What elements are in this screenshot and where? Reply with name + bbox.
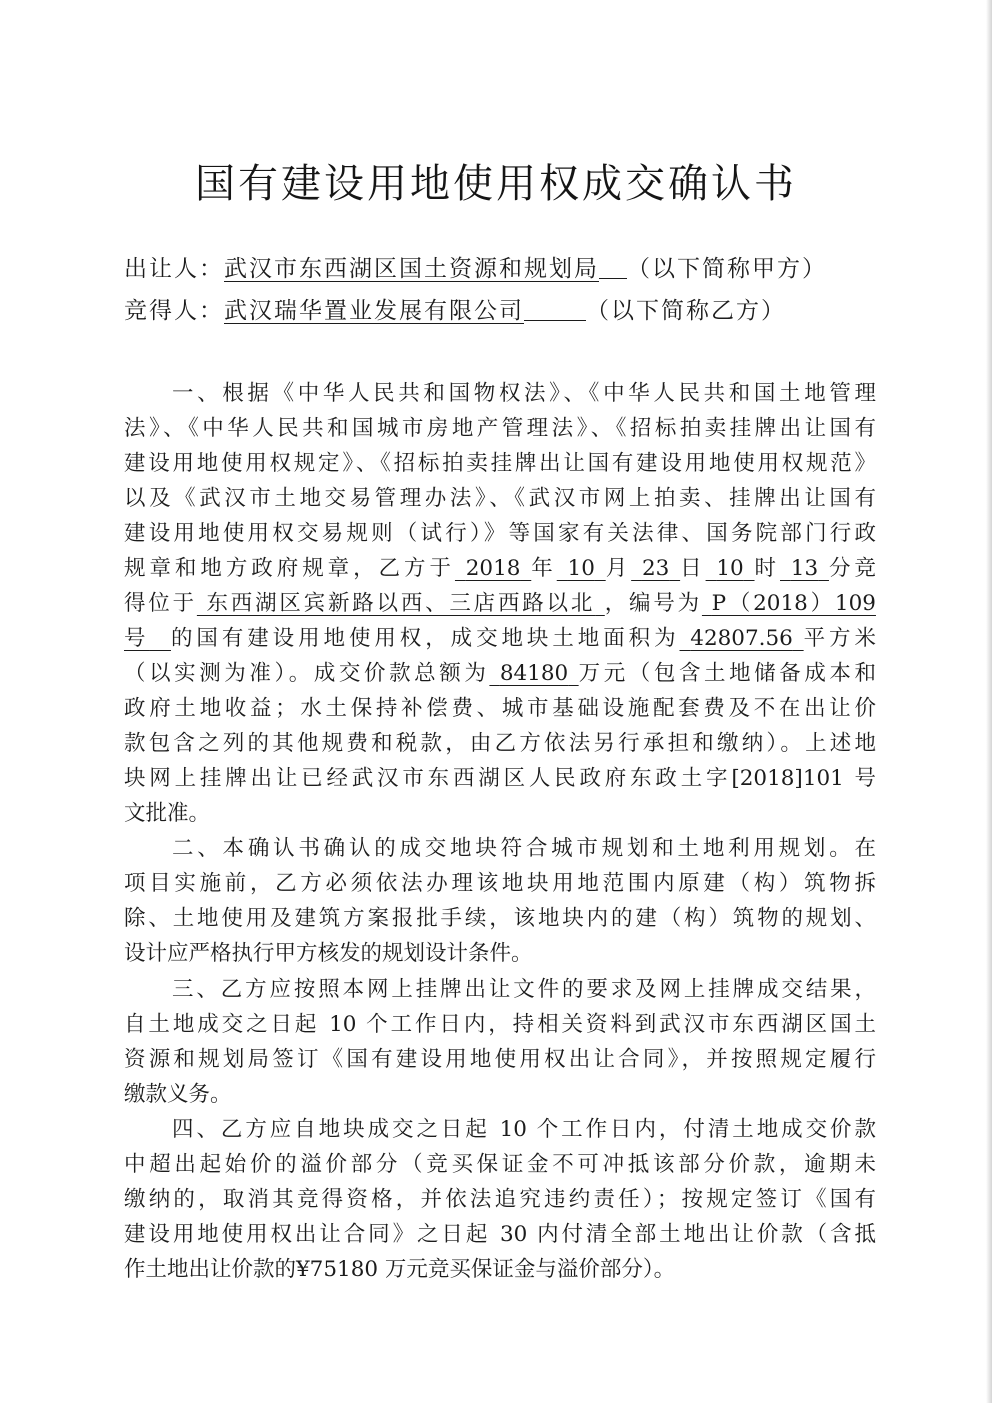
parcel-number-suffix: 号 xyxy=(124,626,150,651)
seller-label: 出让人： xyxy=(124,256,224,282)
text-line: 号 的国有建设用地使用权，成交地块土地面积为 42807.56 平方米 xyxy=(124,626,876,651)
text-line: 作土地出让价款的¥75180 万元竞买保证金与溢价部分）。 xyxy=(124,1257,676,1282)
buyer-label: 竞得人： xyxy=(124,298,224,324)
hour-value: 10 xyxy=(716,556,744,581)
text-line: 除、土地使用及建筑方案报批手续，该地块内的建（构）筑物的规划、 xyxy=(124,906,876,931)
parcel-number-value: P（2018）109 xyxy=(711,591,876,616)
text-line: 建设用地使用权交易规则（试行）》等国家有关法律、国务院部门行政 xyxy=(124,521,876,546)
text-line: 一、根据《中华人民共和国物权法》、《中华人民共和国土地管理 xyxy=(172,381,876,406)
buyer-name: 武汉瑞华置业发展有限公司 xyxy=(224,298,524,324)
minute-value: 13 xyxy=(790,556,819,581)
day-value: 23 xyxy=(641,556,670,581)
page-edge-shadow xyxy=(986,0,992,1403)
year-value: 2018 xyxy=(465,556,521,581)
text-line: 得位于 东西湖区宾新路以西、三店西路以北 ，编号为 P（2018）109 xyxy=(124,591,876,616)
seller-suffix: （以下简称甲方） xyxy=(627,256,827,282)
text-line: 二、本确认书确认的成交地块符合城市规划和土地利用规划。在 xyxy=(172,836,876,861)
month-value: 10 xyxy=(567,556,595,581)
seller-name: 武汉市东西湖区国土资源和规划局 xyxy=(224,256,599,282)
text-line: 设计应严格执行甲方核发的规划设计条件。 xyxy=(124,941,533,966)
text-line: 中超出起始价的溢价部分（竞买保证金不可冲抵该部分价款，逾期未 xyxy=(124,1152,876,1177)
text-line: 建设用地使用权出让合同》之日起 30 内付清全部土地出让价款（含抵 xyxy=(124,1222,876,1247)
text-line: 以及《武汉市土地交易管理办法》、《武汉市网上拍卖、挂牌出让国有 xyxy=(124,486,876,511)
location-value: 东西湖区宾新路以西、三店西路以北 xyxy=(206,591,596,616)
text-line: 法》、《中华人民共和国城市房地产管理法》、《招标拍卖挂牌出让国有 xyxy=(124,416,876,441)
area-value: 42807.56 xyxy=(690,626,793,651)
text-line: 规章和地方政府规章，乙方于 2018 年 10 月 23 日 10 时 13 分竞 xyxy=(124,556,876,581)
text-line: 文批准。 xyxy=(124,801,211,826)
document-title: 国有建设用地使用权成交确认书 xyxy=(195,161,797,207)
buyer-line xyxy=(124,292,786,325)
price-value: 84180 xyxy=(499,661,569,686)
text-line: 自土地成交之日起 10 个工作日内，持相关资料到武汉市东西湖区国土 xyxy=(124,1012,876,1037)
text-line: 块网上挂牌出让已经武汉市东西湖区人民政府东政土字[2018]101 号 xyxy=(124,766,876,791)
text-line: （以实测为准）。成交价款总额为 84180 万元（包含土地储备成本和 xyxy=(124,661,876,686)
text-line: 项目实施前，乙方必须依法办理该地块用地范围内原建（构）筑物拆 xyxy=(124,871,876,896)
text-line: 款包含之列的其他规费和税款，由乙方依法另行承担和缴纳）。上述地 xyxy=(124,731,876,756)
buyer-suffix: （以下简称乙方） xyxy=(586,298,786,324)
seller-line xyxy=(124,250,827,283)
text-line: 建设用地使用权规定》、《招标拍卖挂牌出让国有建设用地使用权规范》 xyxy=(124,451,876,476)
text-line: 缴款义务。 xyxy=(124,1082,232,1107)
text-line: 缴纳的，取消其竞得资格，并依法追究违约责任）；按规定签订《国有 xyxy=(124,1187,876,1212)
text-line: 四、乙方应自地块成交之日起 10 个工作日内，付清土地成交价款 xyxy=(172,1117,876,1142)
text-line: 政府土地收益；水土保持补偿费、城市基础设施配套费及不在出让价 xyxy=(124,696,876,721)
text-line: 三、乙方应按照本网上挂牌出让文件的要求及网上挂牌成交结果， xyxy=(172,977,876,1002)
text-line: 资源和规划局签订《国有建设用地使用权出让合同》，并按照规定履行 xyxy=(124,1047,876,1072)
